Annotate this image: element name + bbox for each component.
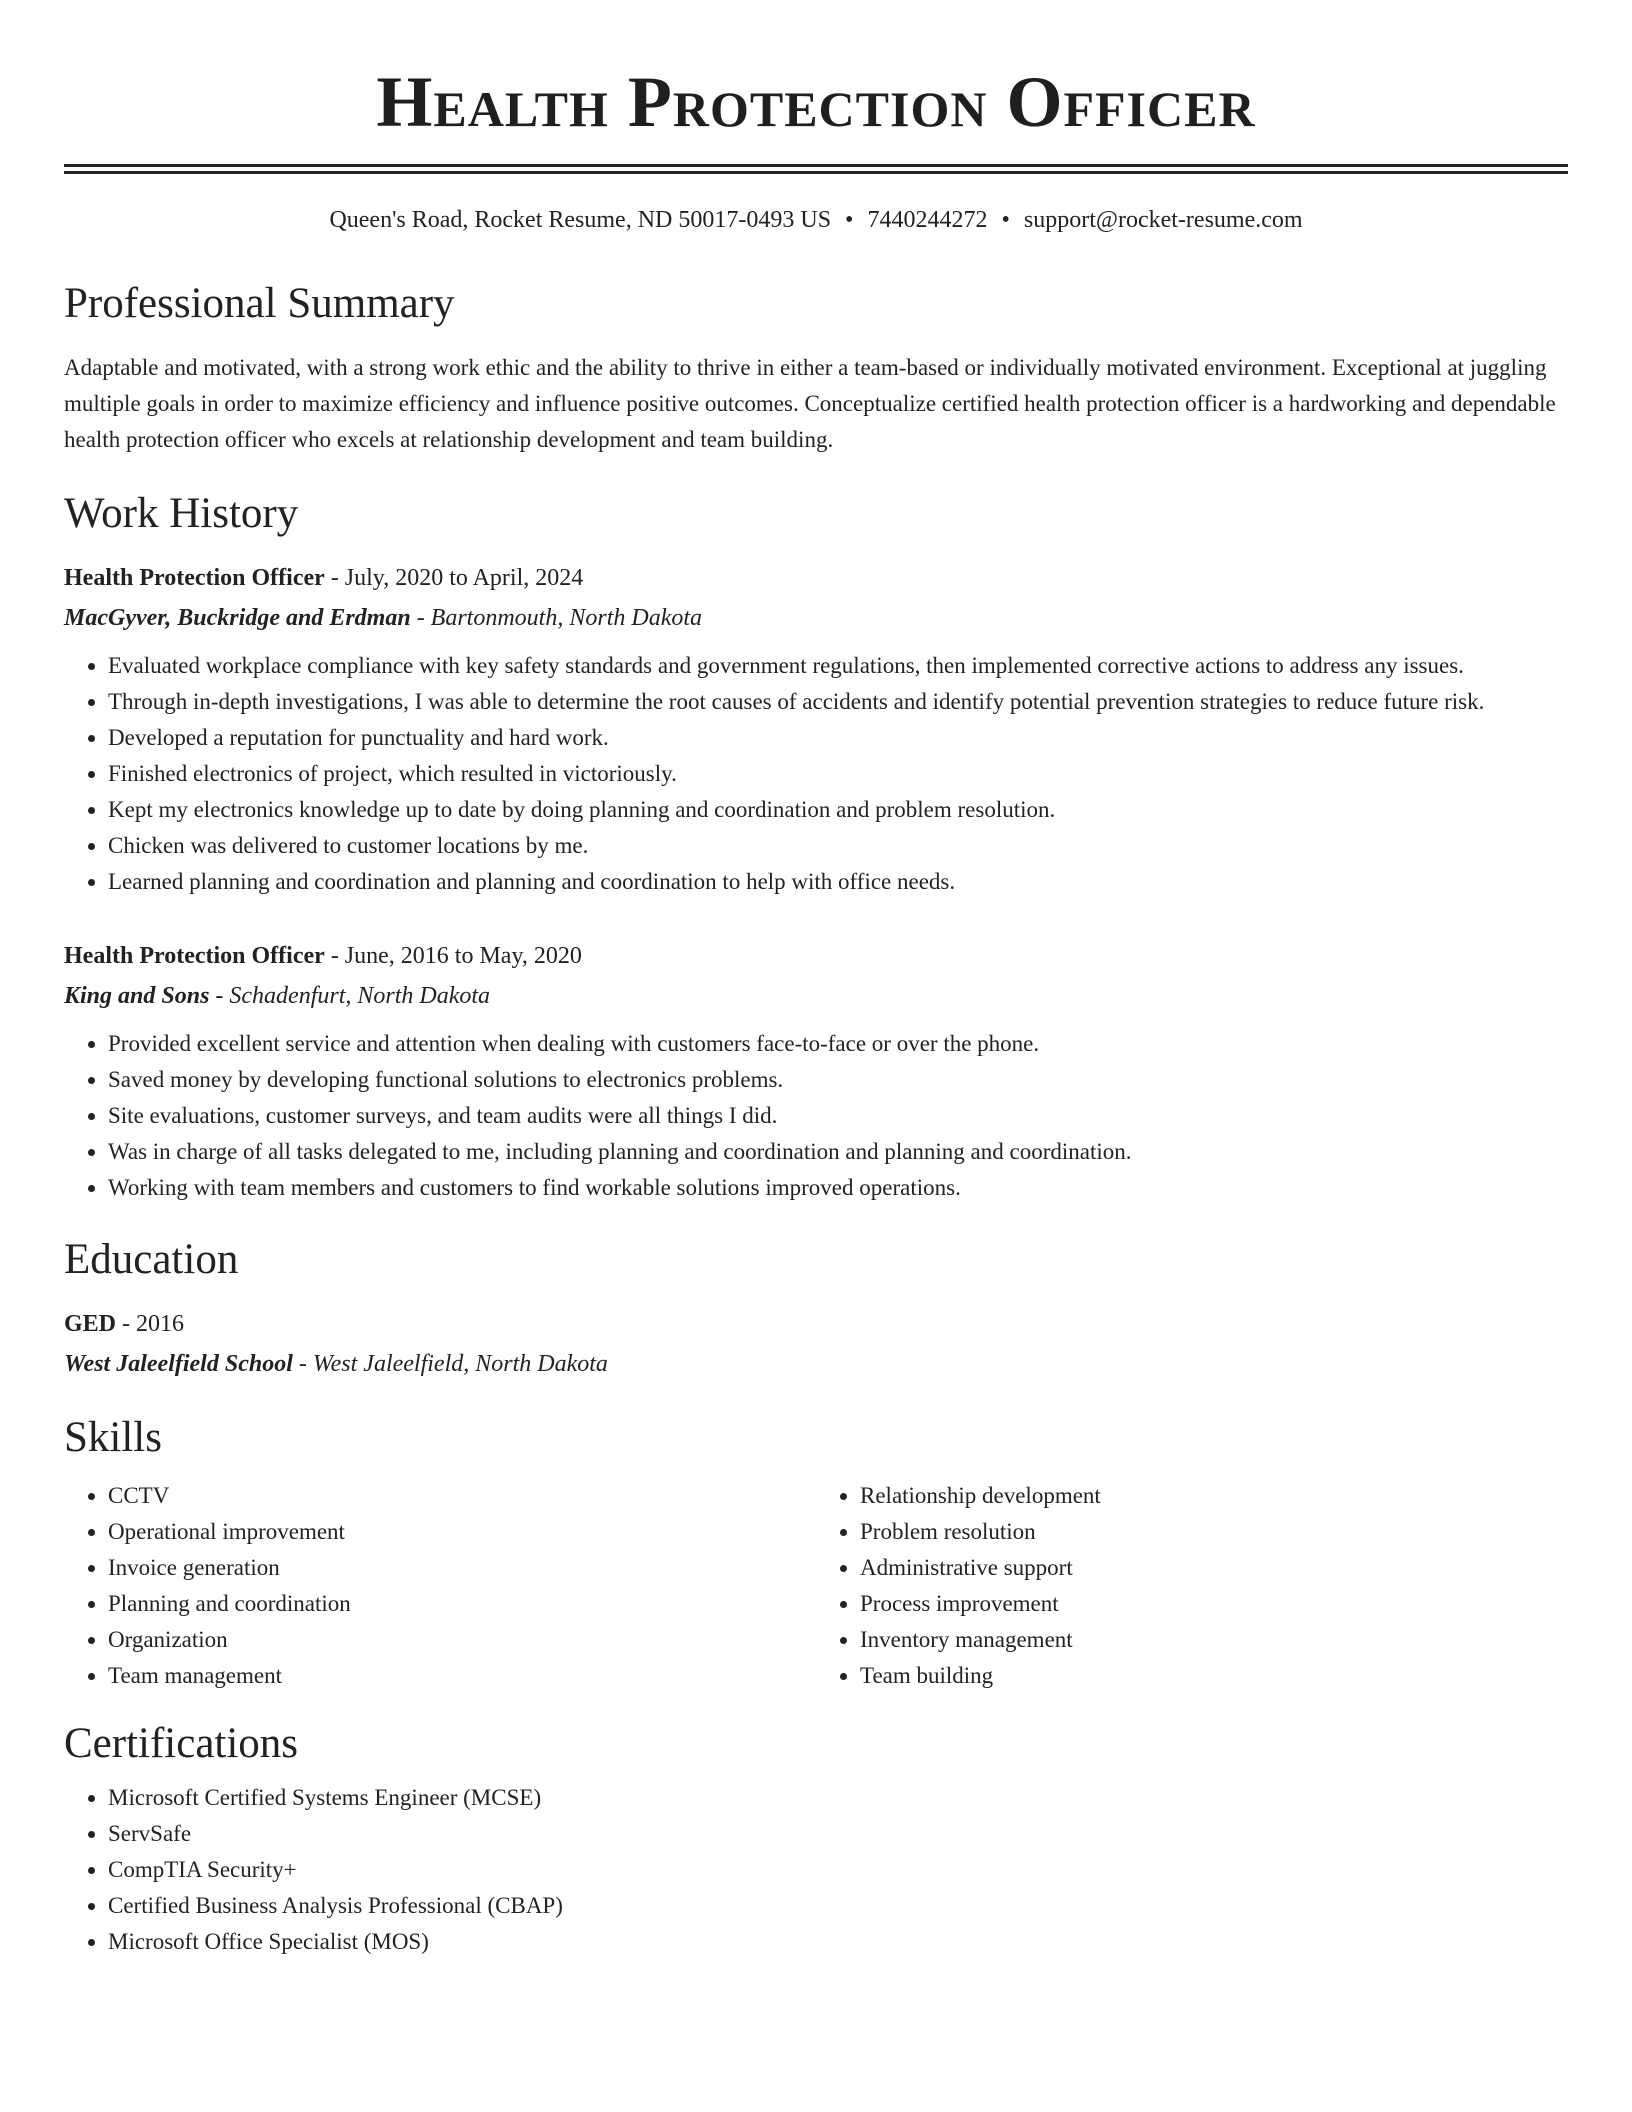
list-item: • Microsoft Office Specialist (MOS)	[108, 1924, 1568, 1960]
list-item: • CompTIA Security+	[108, 1852, 1568, 1888]
job-dates: - June, 2016 to May, 2020	[324, 943, 582, 969]
certifications-list	[64, 1780, 1568, 1960]
email: support@rocket-resume.com	[1023, 207, 1303, 233]
education-heading: Education	[64, 1236, 239, 1283]
list-item: • Was in charge of all tasks delegated to me, including planning and coordination and planning and coordination.	[108, 1134, 1568, 1170]
address: Queen's Road, Rocket Resume, ND 50017-0493 US	[329, 207, 832, 233]
summary-text: Adaptable and motivated, with a strong work ethic and the ability to thrive in either a team-based or individually motivated environment. Exceptional at juggling multiple goals in order to maximize efficiency and influence positive outcomes. Conceptualize certified health protection officer is a hardworking and dependable health protection officer who excels at relationship development and team building.	[64, 355, 1556, 452]
company-line	[64, 976, 1568, 1016]
skills-heading: Skills	[64, 1414, 162, 1461]
contact-line	[64, 204, 1568, 236]
degree-line	[64, 1304, 1568, 1344]
list-item: • Relationship development	[860, 1478, 1568, 1514]
degree-year: - 2016	[116, 1311, 185, 1337]
job-title-line	[64, 936, 1568, 976]
title-double-rule	[64, 164, 1568, 174]
list-item: • Team building	[860, 1658, 1568, 1694]
list-item: • Operational improvement	[108, 1514, 816, 1550]
job-entry	[64, 936, 1568, 1206]
list-item: • Certified Business Analysis Professional (CBAP)	[108, 1888, 1568, 1924]
list-item: • Organization	[108, 1622, 816, 1658]
company-location: - Schadenfurt, North Dakota	[209, 983, 491, 1009]
list-item: • ServSafe	[108, 1816, 1568, 1852]
skills-right-column	[816, 1478, 1568, 1694]
contact-separator: •	[1001, 207, 1010, 233]
list-item: • Saved money by developing functional solutions to electronics problems.	[108, 1062, 1568, 1098]
page-title: Health Protection Officer	[376, 62, 1256, 142]
list-item: • Team management	[108, 1658, 816, 1694]
list-item: • Planning and coordination	[108, 1586, 816, 1622]
skills-left-column	[64, 1478, 816, 1694]
list-item: • Provided excellent service and attention when dealing with customers face-to-face or over the phone.	[108, 1026, 1568, 1062]
summary-heading: Professional Summary	[64, 280, 455, 327]
school-name: West Jaleelfield School	[64, 1351, 293, 1377]
list-item: • Problem resolution	[860, 1514, 1568, 1550]
company-line	[64, 598, 1568, 638]
job-title: Health Protection Officer	[64, 565, 325, 591]
list-item: • Inventory management	[860, 1622, 1568, 1658]
job-bullets	[64, 648, 1568, 900]
school-location: - West Jaleelfield, North Dakota	[292, 1351, 608, 1377]
list-item: • Developed a reputation for punctuality and hard work.	[108, 720, 1568, 756]
job-dates: - July, 2020 to April, 2024	[324, 565, 584, 591]
list-item: • Administrative support	[860, 1550, 1568, 1586]
list-item: • CCTV	[108, 1478, 816, 1514]
work-history-heading: Work History	[64, 490, 299, 537]
list-item: • Finished electronics of project, which resulted in victoriously.	[108, 756, 1568, 792]
phone: 7440244272	[867, 207, 988, 233]
list-item: • Chicken was delivered to customer locations by me.	[108, 828, 1568, 864]
company-location: - Bartonmouth, North Dakota	[410, 605, 703, 631]
list-item: • Site evaluations, customer surveys, and team audits were all things I did.	[108, 1098, 1568, 1134]
skills-columns	[64, 1478, 1568, 1694]
company-name: King and Sons	[64, 983, 210, 1009]
job-entry	[64, 558, 1568, 900]
school-line	[64, 1344, 1568, 1384]
list-item: • Invoice generation	[108, 1550, 816, 1586]
degree: GED	[64, 1311, 117, 1337]
company-name: MacGyver, Buckridge and Erdman	[64, 605, 411, 631]
list-item: • Microsoft Certified Systems Engineer (MCSE)	[108, 1780, 1568, 1816]
list-item: • Working with team members and customers to find workable solutions improved operations.	[108, 1170, 1568, 1206]
job-title: Health Protection Officer	[64, 943, 325, 969]
list-item: • Through in-depth investigations, I was able to determine the root causes of accidents and identify potential prevention strategies to reduce future risk.	[108, 684, 1568, 720]
certifications-heading: Certifications	[64, 1720, 299, 1767]
job-title-line	[64, 558, 1568, 598]
list-item: • Evaluated workplace compliance with key safety standards and government regulations, then implemented corrective actions to address any issues.	[108, 648, 1568, 684]
list-item: • Kept my electronics knowledge up to date by doing planning and coordination and problem resolution.	[108, 792, 1568, 828]
list-item: • Process improvement	[860, 1586, 1568, 1622]
list-item: • Learned planning and coordination and planning and coordination to help with office needs.	[108, 864, 1568, 900]
job-bullets	[64, 1026, 1568, 1206]
contact-separator: •	[845, 207, 854, 233]
